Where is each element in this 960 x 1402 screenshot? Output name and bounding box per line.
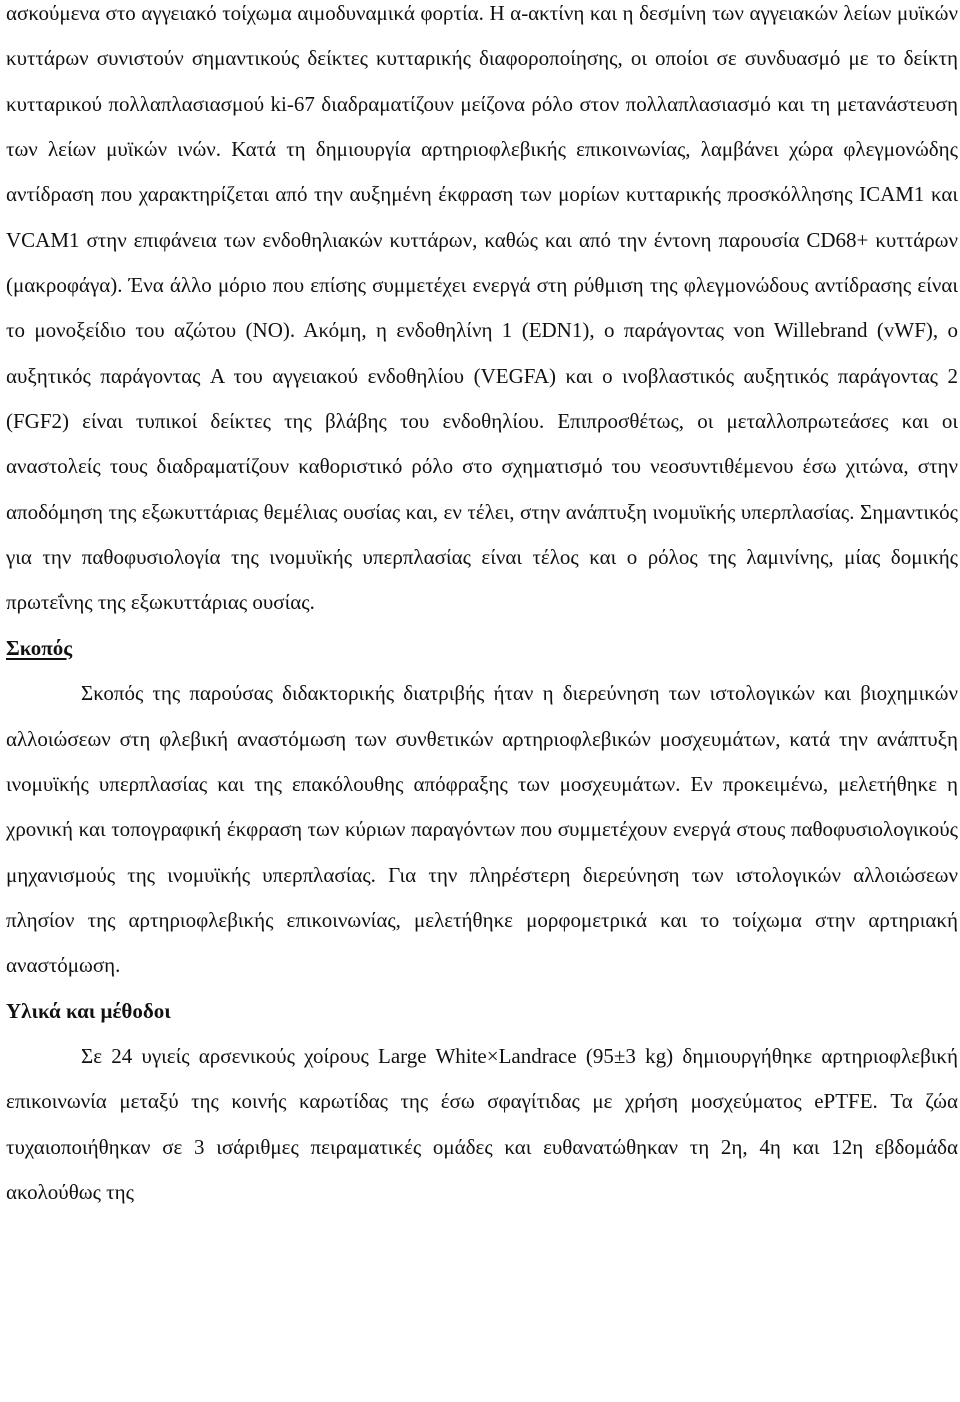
document-page	[6, 0, 958, 1215]
section-heading-aim: Σκοπός	[6, 635, 73, 660]
section-heading-methods: Υλικά και μέθοδοι	[6, 998, 171, 1023]
body-paragraph: ασκούμενα στο αγγειακό τοίχωμα αιμοδυναμικά φορτία. Η α-ακτίνη και η δεσμίνη των αγγειακών λείων μυϊκών κυττάρων συνιστούν σημαντικούς δείκτες κυτταρικής διαφοροποίησης, οι οποίοι σε συνδυασμό με το δείκτη κυτταρικού πολλαπλασιασμού ki-67 διαδραματίζουν μείζονα ρόλο στον πολλαπλασιασμό και τη μετανάστευση των λείων μυϊκών ινών. Κατά τη δημιουργία αρτηριοφλεβικής επικοινωνίας, λαμβάνει χώρα φλεγμονώδης αντίδραση που χαρακτηρίζεται από την αυξημένη έκφραση των μορίων κυτταρικής προσκόλλησης ICAM1 και VCAM1 στην επιφάνεια των ενδοθηλιακών κυττάρων, καθώς και από την έντονη παρουσία CD68+ κυττάρων (μακροφάγα). Ένα άλλο μόριο που επίσης συμμετέχει ενεργά στη ρύθμιση της φλεγμονώδους αντίδρασης είναι το μονοξείδιο του αζώτου (NO). Ακόμη, η ενδοθηλίνη 1 (EDN1), ο παράγοντας von Willebrand (vWF), ο αυξητικός παράγοντας A του αγγειακού ενδοθηλίου (VEGFA) και ο ινοβλαστικός αυξητικός παράγοντας 2 (FGF2) είναι τυπικοί δείκτες της βλάβης του ενδοθηλίου. Επιπροσθέτως, οι μεταλλοπρωτεάσες και οι αναστολείς τους διαδραματίζουν καθοριστικό ρόλο στο σχηματισμό του νεοσυντιθέμενου έσω χιτώνα, στην αποδόμηση της εξωκυττάριας θεμέλιας ουσίας και, εν τέλει, στην ανάπτυξη ινομυϊκής υπερπλασίας. Σημαντικός για την παθοφυσιολογία της ινομυϊκής υπερπλασίας είναι τέλος και ο ρόλος της λαμινίνης, μίας δομικής πρωτεΐνης της εξωκυττάριας ουσίας.	[6, 1, 958, 615]
aim-paragraph: Σκοπός της παρούσας διδακτορικής διατριβής ήταν η διερεύνηση των ιστολογικών και βιοχημικών αλλοιώσεων στη φλεβική αναστόμωση των συνθετικών αρτηριοφλεβικών μοσχευμάτων, κατά την ανάπτυξη ινομυϊκής υπερπλασίας και της επακόλουθης απόφραξης των μοσχευμάτων. Εν προκειμένω, μελετήθηκε η χρονική και τοπογραφική έκφραση των κύριων παραγόντων που συμμετέχουν ενεργά στους παθοφυσιολογικούς μηχανισμούς της ινομυϊκής υπερπλασίας. Για την πληρέστερη διερεύνηση των ιστολογικών αλλοιώσεων πλησίον της αρτηριοφλεβικής επικοινωνίας, μελετήθηκε μορφομετρικά και το τοίχωμα στην αρτηριακή αναστόμωση.	[6, 681, 958, 978]
methods-paragraph: Σε 24 υγιείς αρσενικούς χοίρους Large White×Landrace (95±3 kg) δημιουργήθηκε αρτηριοφλεβική επικοινωνία μεταξύ της κοινής καρωτίδας της έσω σφαγίτιδας με χρήση μοσχεύματος ePTFE. Τα ζώα τυχαιοποιήθηκαν σε 3 ισάριθμες πειραματικές ομάδες και ευθανατώθηκαν τη 2η, 4η και 12η εβδομάδα ακολούθως της	[6, 1043, 958, 1204]
